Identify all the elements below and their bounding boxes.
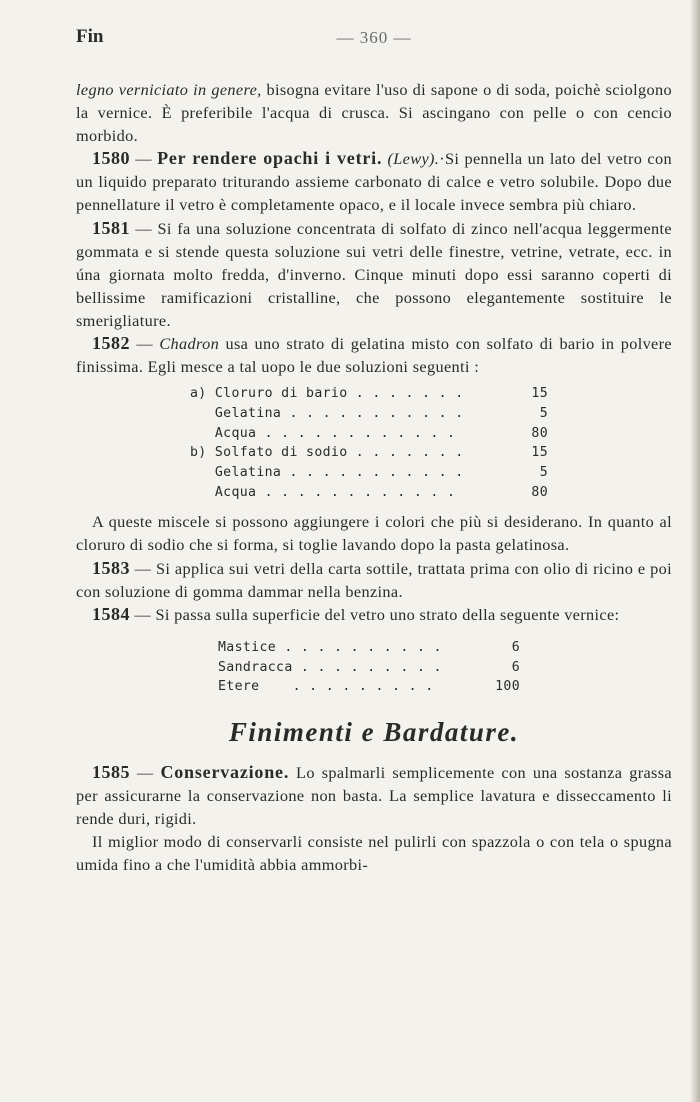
ingredient-label: Gelatina . . . . . . . . . . .: [190, 464, 464, 480]
paragraph-number: 1582: [92, 333, 130, 354]
ingredient-label: Etere . . . . . . . . .: [218, 679, 434, 695]
paragraph-number: 1583: [92, 557, 130, 578]
paragraph-1580: [76, 147, 672, 216]
ingredient-label: Mastice . . . . . . . . . .: [218, 639, 442, 655]
paragraph-heading: Conservazione.: [160, 761, 290, 782]
ingredient-label: Acqua . . . . . . . . . . . .: [190, 484, 456, 500]
running-head: Fin: [76, 26, 104, 47]
section-title: Finimenti e Bardature.: [228, 716, 520, 747]
paragraph-final: Il miglior modo di conservarli consiste nel pulirli con spazzola o con tela o spugna umida fino a che l'umidità abbia ammorbi-: [76, 832, 672, 875]
ingredient-quantity: 6: [511, 639, 520, 655]
ingredient-label: a) Cloruro di bario . . . . . . .: [190, 386, 464, 402]
page-body: [76, 78, 672, 876]
paragraph-text: bisogna evitare l'uso di sapone o di soda, poichè sciolgono la vernice. È preferibile l'acqua di crusca. Si ascingano con pelle o con cencio morbido.: [76, 80, 672, 146]
paragraph-number: 1585: [92, 761, 130, 782]
ingredient-quantity: 6: [511, 659, 520, 675]
paragraph-heading: Per rendere opachi i vetri.: [157, 148, 383, 169]
ingredient-label: Acqua . . . . . . . . . . . .: [190, 425, 456, 441]
paragraph-text: — Si applica sui vetri della carta sottile, trattata prima con olio di ricino e poi con soluzione di gomma dammar nella benzina.: [76, 558, 672, 601]
page-number: — 360 —: [336, 28, 412, 47]
paragraph-text: — Si passa sulla superficie del vetro uno strato della seguente vernice:: [130, 604, 620, 624]
paragraph-text: Lo spalmarli semplicemente con una sostanza grassa per assicurarne la conservazione non basta. La semplice lavatura e disseccamento li rende duri, rigidi.: [76, 762, 672, 829]
page-edge-shadow: [690, 0, 700, 1102]
italic-name: Chadron: [159, 334, 220, 354]
paragraph-text: — Si fa una soluzione concentrata di solfato di zinco nell'acqua leggermente gommata e si stende questa soluzione sui vetri delle finestre, vetrine, vetrate, ecc. in úna giornata molto fredda, d'inverno. Cinque minuti dopo essi saranno coperti di bellissime ramificazioni cristalline, che possono elegantemente sostituire le smerigliature.: [76, 218, 672, 330]
ingredient-quantity: 100: [495, 679, 520, 695]
paragraph-text: usa uno strato di gelatina misto con solfato di bario in polvere finissima. Egli mesce a tal uopo le due soluzioni seguenti :: [76, 334, 672, 377]
paragraph-1584: [76, 603, 672, 626]
recipe-row: [190, 483, 548, 503]
recipe-row: [190, 404, 548, 424]
recipe-table-varnish: [218, 638, 520, 697]
ingredient-quantity: 80: [531, 484, 548, 500]
dash: —: [130, 762, 161, 782]
page-header: [76, 26, 672, 52]
paragraph-number: 1580: [92, 148, 130, 169]
paragraph-1581: [76, 217, 672, 332]
recipe-table-barium: [190, 384, 548, 502]
ingredient-quantity: 5: [539, 464, 548, 480]
ingredient-label: Gelatina . . . . . . . . . . .: [190, 405, 464, 421]
recipe-row: [218, 677, 520, 697]
recipe-row: [190, 384, 548, 404]
dash: —: [130, 334, 160, 354]
ingredient-label: b) Solfato di sodio . . . . . . .: [190, 445, 464, 461]
paragraph-number: 1584: [92, 603, 130, 624]
paragraph-continued: [76, 78, 672, 147]
paragraph-1585: [76, 761, 672, 830]
recipe-row: [190, 443, 548, 463]
author-credit: (Lewy).: [387, 149, 440, 169]
paragraph-1583: [76, 557, 672, 603]
recipe-row: [190, 424, 548, 444]
ingredient-label: Sandracca . . . . . . . . .: [218, 659, 442, 675]
ingredient-quantity: 5: [539, 405, 548, 421]
recipe-row: [218, 658, 520, 678]
paragraph-number: 1581: [92, 217, 130, 238]
paragraph-text: ·Si pennella un lato del vetro con un liquido preparato triturando assieme carbonato di calce e vetro solubile. Dopo due pennellature il vetro è completamente opaco, e il locale invece sembra più chiaro.: [76, 149, 672, 215]
dash: —: [130, 149, 158, 169]
paragraph-1582: [76, 332, 672, 378]
italic-phrase: legno verniciato in genere,: [76, 80, 262, 99]
ingredient-quantity: 15: [531, 445, 548, 461]
recipe-row: [190, 463, 548, 483]
ingredient-quantity: 15: [531, 386, 548, 402]
ingredient-quantity: 80: [531, 425, 548, 441]
paragraph-colors: A queste miscele si possono aggiungere i colori che più si desiderano. In quanto al cloruro di sodio che si forma, si toglie lavando dopo la pasta gelatinosa.: [76, 512, 672, 555]
recipe-row: [218, 638, 520, 658]
